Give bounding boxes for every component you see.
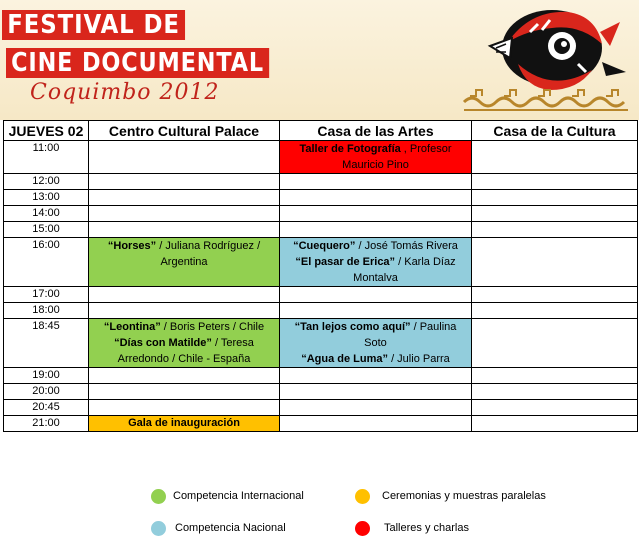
- event-details: , Profesor Mauricio Pino: [342, 143, 452, 171]
- event-title: “Leontina”: [103, 321, 161, 333]
- empty-cell: [472, 190, 638, 206]
- time-cell: 15:00: [4, 222, 89, 238]
- legend-competencia-internacional: Competencia Internacional: [173, 490, 304, 502]
- table-row: [4, 368, 638, 384]
- festival-fish-logo-icon: [460, 2, 632, 118]
- event-taller-fotografia: [280, 141, 472, 174]
- empty-cell: [472, 416, 638, 432]
- empty-cell: [472, 303, 638, 319]
- schedule-table: [3, 120, 638, 432]
- empty-cell: [472, 384, 638, 400]
- time-cell: 19:00: [4, 368, 89, 384]
- time-cell: 21:00: [4, 416, 89, 432]
- table-row: [4, 222, 638, 238]
- empty-cell: [89, 141, 280, 174]
- table-row: [4, 287, 638, 303]
- empty-cell: [89, 206, 280, 222]
- event-title: “Horses”: [107, 240, 157, 252]
- legend-competencia-nacional: Competencia Nacional: [175, 522, 286, 534]
- event-details: / Karla Díaz Montalva: [353, 256, 456, 284]
- table-row: [4, 416, 638, 432]
- empty-cell: [89, 384, 280, 400]
- table-row: [4, 303, 638, 319]
- festival-title-line1: FESTIVAL DE: [2, 10, 185, 40]
- event-tan-lejos-agua-de-luma: [280, 319, 472, 368]
- table-row: [4, 400, 638, 416]
- empty-cell: [472, 368, 638, 384]
- header-day: JUEVES 02: [4, 121, 89, 141]
- event-details: / José Tomás Rivera: [355, 240, 458, 252]
- event-title: “Días con Matilde”: [114, 337, 212, 349]
- empty-cell: [472, 141, 638, 174]
- empty-cell: [472, 287, 638, 303]
- table-row: [4, 238, 638, 287]
- event-title: “Agua de Luma”: [301, 353, 389, 365]
- table-row: [4, 141, 638, 174]
- empty-cell: [280, 416, 472, 432]
- header-centro-cultural-palace: Centro Cultural Palace: [89, 121, 280, 141]
- empty-cell: [280, 174, 472, 190]
- red-dot-icon: [355, 521, 370, 536]
- empty-cell: [280, 190, 472, 206]
- empty-cell: [472, 174, 638, 190]
- legend-talleres-y-charlas: Talleres y charlas: [384, 522, 469, 534]
- empty-cell: [280, 303, 472, 319]
- festival-title-line2: CINE DOCUMENTAL: [6, 48, 269, 78]
- empty-cell: [89, 222, 280, 238]
- empty-cell: [280, 368, 472, 384]
- empty-cell: [280, 222, 472, 238]
- empty-cell: [89, 190, 280, 206]
- event-gala-de-inauguracion: [89, 416, 280, 432]
- time-cell: 20:00: [4, 384, 89, 400]
- festival-subtitle: Coquimbo 2012: [30, 80, 220, 105]
- event-details: / Paulina Soto: [364, 321, 457, 349]
- event-cuequero-el-pasar-de-erica: [280, 238, 472, 287]
- time-cell: 16:00: [4, 238, 89, 287]
- table-row: [4, 174, 638, 190]
- table-row: [4, 190, 638, 206]
- empty-cell: [280, 287, 472, 303]
- event-details: / Julio Parra: [388, 353, 450, 365]
- empty-cell: [89, 303, 280, 319]
- empty-cell: [89, 287, 280, 303]
- empty-cell: [89, 368, 280, 384]
- time-cell: 12:00: [4, 174, 89, 190]
- time-cell: 18:45: [4, 319, 89, 368]
- event-title: Taller de Fotografía: [299, 143, 401, 155]
- schedule-header-row: [4, 121, 638, 141]
- table-row: [4, 319, 638, 368]
- empty-cell: [472, 238, 638, 287]
- header-casa-de-las-artes: Casa de las Artes: [280, 121, 472, 141]
- empty-cell: [89, 400, 280, 416]
- time-cell: 11:00: [4, 141, 89, 174]
- table-row: [4, 206, 638, 222]
- event-horses: [89, 238, 280, 287]
- event-details: / Teresa Arredondo / Chile - España: [117, 337, 254, 365]
- event-title: Gala de inauguración: [128, 417, 240, 429]
- green-dot-icon: [151, 489, 166, 504]
- empty-cell: [89, 174, 280, 190]
- empty-cell: [280, 400, 472, 416]
- header-casa-de-la-cultura: Casa de la Cultura: [472, 121, 638, 141]
- empty-cell: [472, 222, 638, 238]
- time-cell: 13:00: [4, 190, 89, 206]
- empty-cell: [472, 206, 638, 222]
- time-cell: 14:00: [4, 206, 89, 222]
- empty-cell: [472, 319, 638, 368]
- event-title: “Tan lejos como aquí”: [294, 321, 411, 333]
- festival-banner: [0, 0, 639, 120]
- empty-cell: [472, 400, 638, 416]
- time-cell: 18:00: [4, 303, 89, 319]
- event-details: / Juliana Rodríguez / Argentina: [156, 240, 261, 268]
- empty-cell: [280, 206, 472, 222]
- table-row: [4, 384, 638, 400]
- event-title: “El pasar de Erica”: [295, 256, 396, 268]
- event-leontina-dias-con-matilde: [89, 319, 280, 368]
- legend-ceremonias: Ceremonias y muestras paralelas: [382, 490, 546, 502]
- orange-dot-icon: [355, 489, 370, 504]
- empty-cell: [280, 384, 472, 400]
- time-cell: 20:45: [4, 400, 89, 416]
- blue-dot-icon: [151, 521, 166, 536]
- time-cell: 17:00: [4, 287, 89, 303]
- event-details: / Boris Peters / Chile: [160, 321, 265, 333]
- event-title: “Cuequero”: [293, 240, 356, 252]
